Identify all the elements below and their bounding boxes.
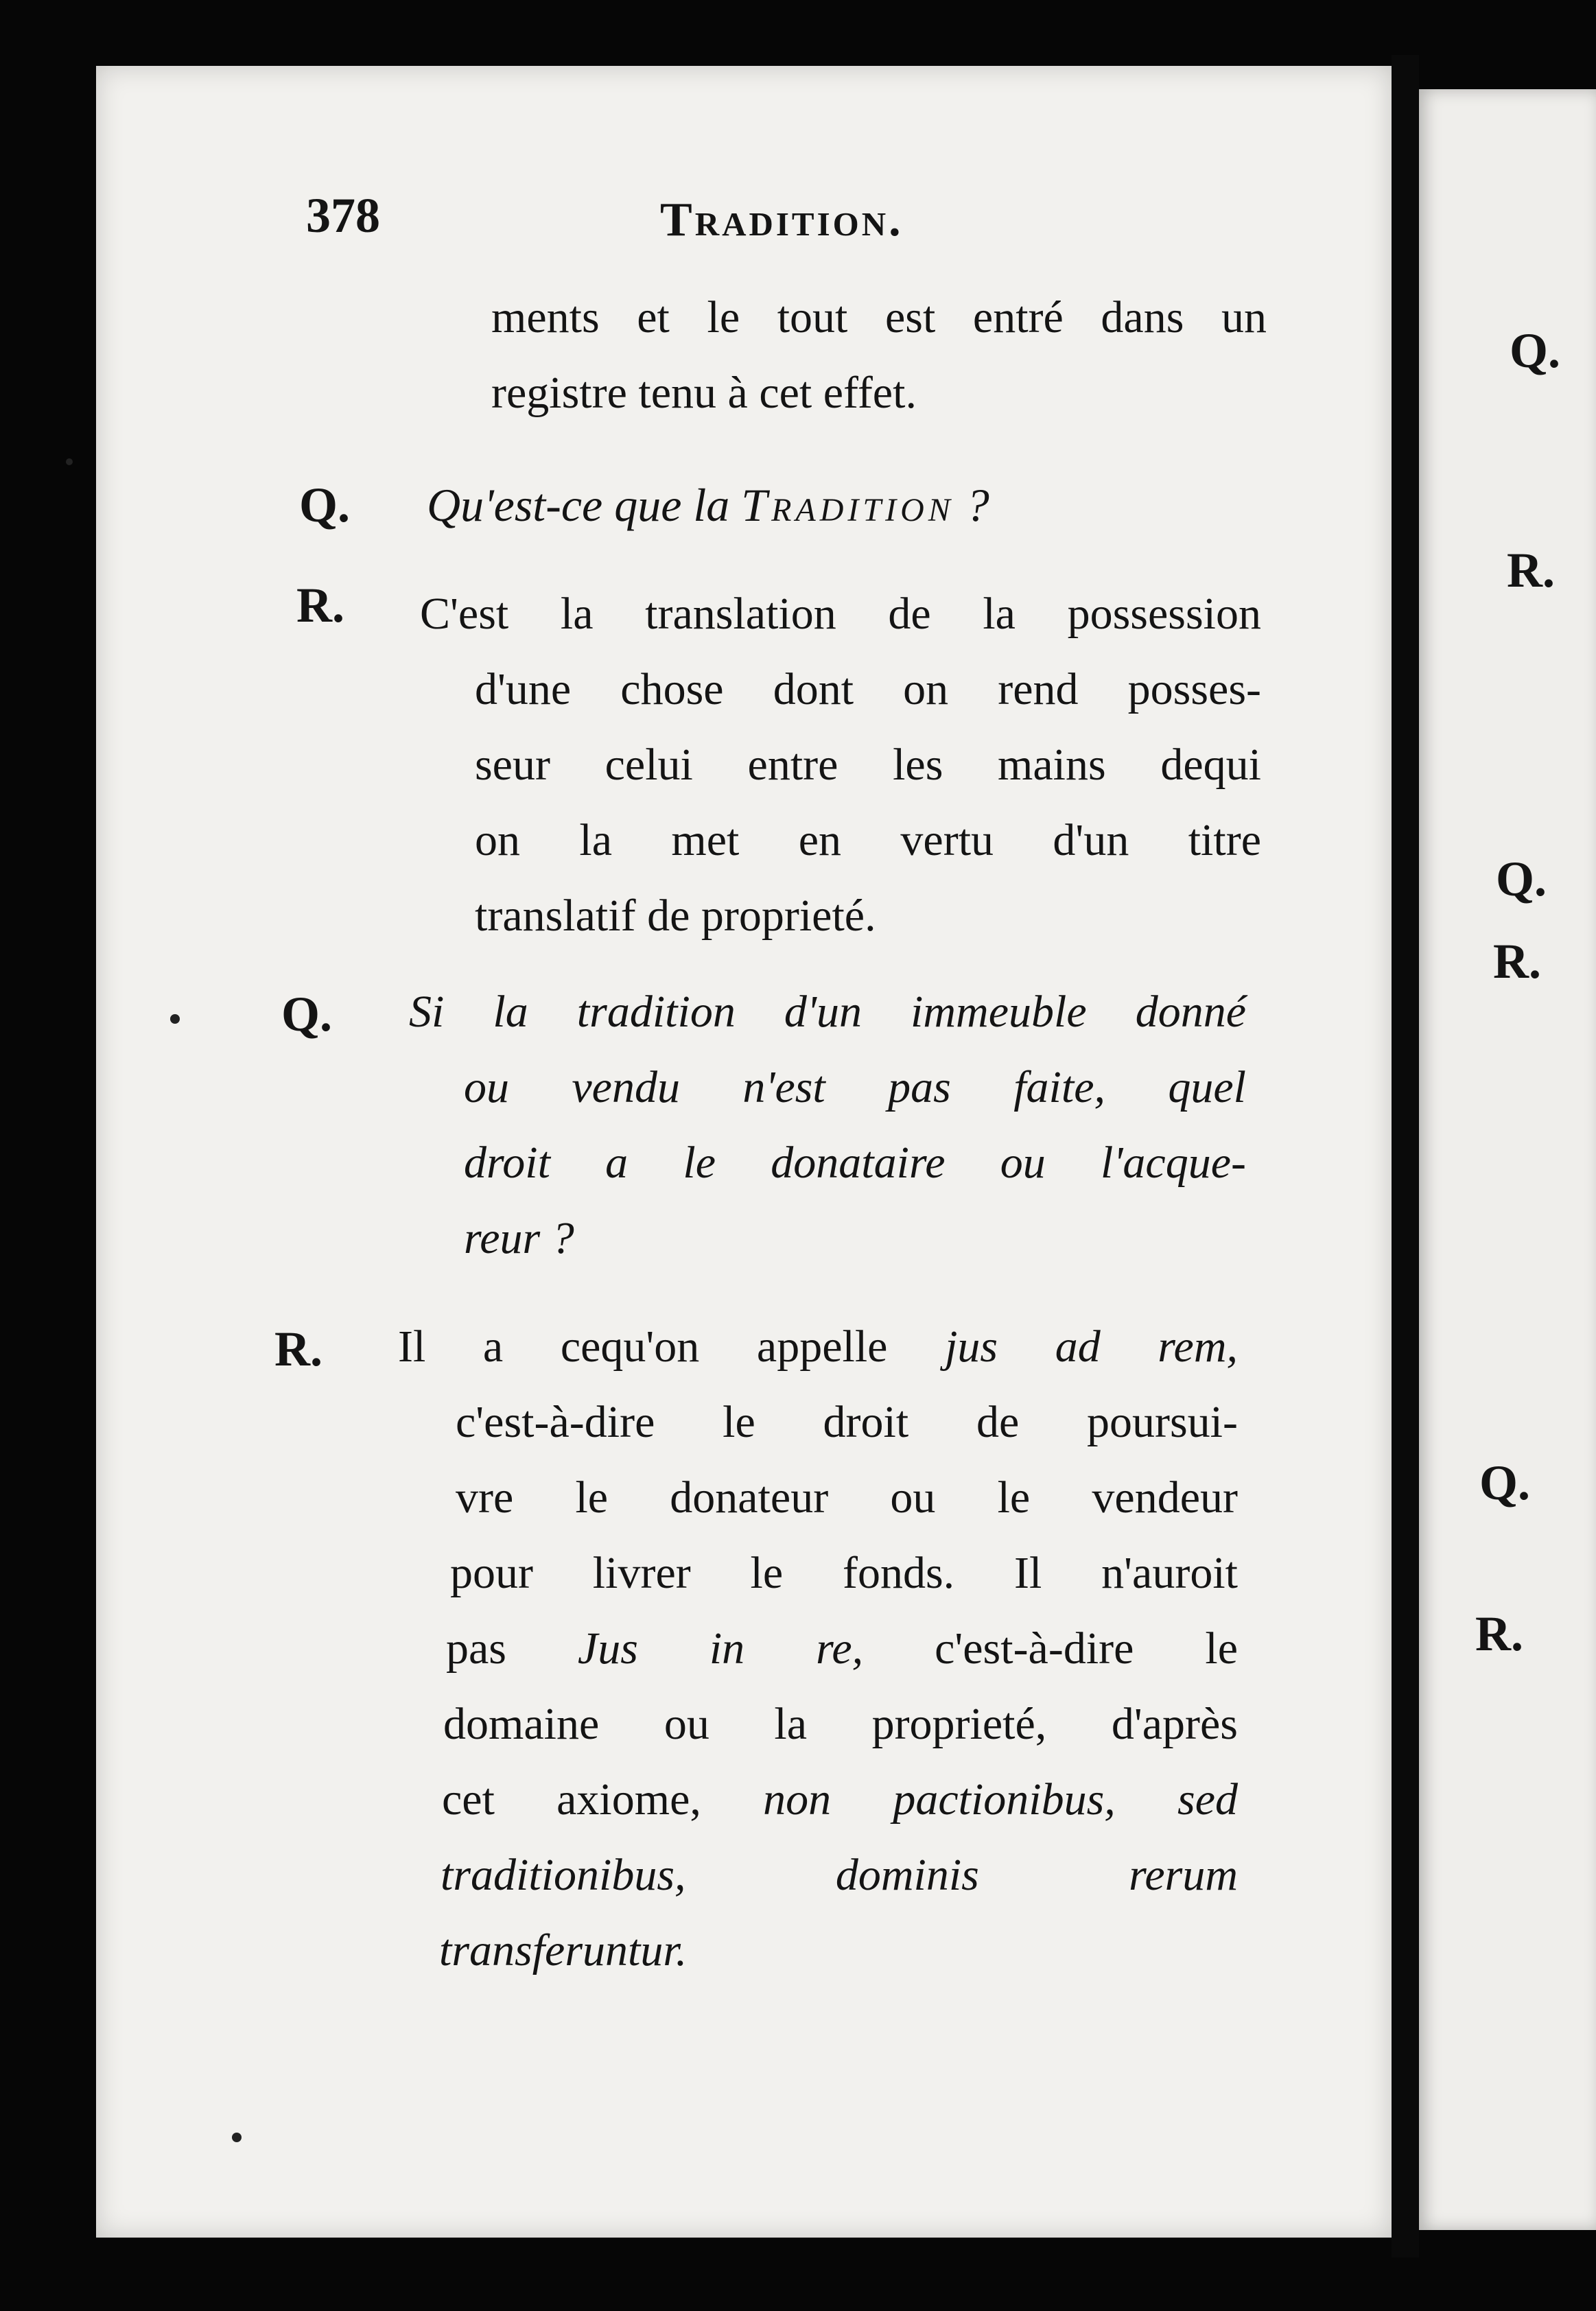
facing-page-mark: R.	[1475, 1606, 1523, 1661]
text-line: Si la tradition d'un immeuble donné	[409, 987, 1246, 1037]
question-text	[427, 479, 989, 531]
latin-phrase: non pactionibus, sed	[763, 1774, 1238, 1825]
question-paragraph	[409, 974, 1246, 1276]
ink-speck	[66, 458, 73, 465]
page-number: 378	[306, 188, 380, 243]
text-line: domaine ou la proprieté, d'après	[443, 1699, 1238, 1749]
text-line	[442, 1762, 1238, 1838]
continuation-paragraph	[491, 280, 1267, 431]
latin-phrase: Jus in re,	[577, 1623, 864, 1674]
text-line: pour livrer le fonds. Il n'auroit	[450, 1548, 1238, 1598]
text-line: traditionibus, dominis rerum	[441, 1850, 1238, 1900]
text-line: translatif de proprieté.	[475, 891, 876, 941]
running-head: Tradition.	[660, 193, 904, 246]
answer-paragraph	[398, 1309, 1238, 1989]
question-text-before: Qu'est-ce que la	[427, 479, 742, 531]
text-line: transferuntur.	[439, 1925, 688, 1975]
text-line: ou vendu n'est pas faite, quel	[464, 1062, 1246, 1112]
text-line: vre le donateur ou le vendeur	[456, 1473, 1238, 1523]
answer-label: R.	[274, 1322, 322, 1376]
text-line	[446, 1611, 1238, 1687]
text-line: ments et le tout est entré dans un	[491, 292, 1267, 342]
term-tradition: Tradition	[741, 479, 954, 531]
answer-label: R.	[296, 578, 344, 633]
text-line: registre tenu à cet effet.	[491, 368, 917, 418]
ink-speck	[170, 1014, 180, 1024]
text-segment: pas	[446, 1623, 578, 1674]
question-label: Q.	[299, 478, 351, 532]
facing-page-mark: Q.	[1496, 852, 1547, 906]
facing-page-edge	[1419, 89, 1596, 2230]
text-segment: c'est-à-dire le	[863, 1623, 1238, 1674]
text-line: c'est-à-dire le droit de poursui-	[456, 1397, 1238, 1447]
text-line: seur celui entre les mains dequi	[475, 740, 1261, 790]
book-gutter	[1392, 55, 1419, 2257]
ink-speck	[232, 2133, 242, 2142]
text-segment: cet axiome,	[442, 1774, 764, 1825]
facing-page-mark: R.	[1493, 934, 1541, 989]
question-text-after: ?	[954, 479, 989, 531]
text-line	[398, 1309, 1238, 1385]
text-segment: Il a cequ'on appelle	[398, 1322, 946, 1372]
latin-phrase: jus ad rem,	[945, 1322, 1238, 1372]
text-line: droit a le donataire ou l'acque-	[464, 1138, 1246, 1188]
text-line: reur ?	[464, 1213, 574, 1263]
text-line: d'une chose dont on rend posses-	[475, 664, 1261, 714]
facing-page-mark: Q.	[1510, 323, 1561, 378]
answer-paragraph	[420, 576, 1261, 954]
facing-page-mark: R.	[1507, 543, 1555, 598]
text-line: C'est la translation de la possession	[420, 589, 1261, 639]
text-line: on la met en vertu d'un titre	[475, 815, 1261, 865]
facing-page-mark: Q.	[1479, 1455, 1531, 1510]
question-label: Q.	[281, 987, 333, 1042]
